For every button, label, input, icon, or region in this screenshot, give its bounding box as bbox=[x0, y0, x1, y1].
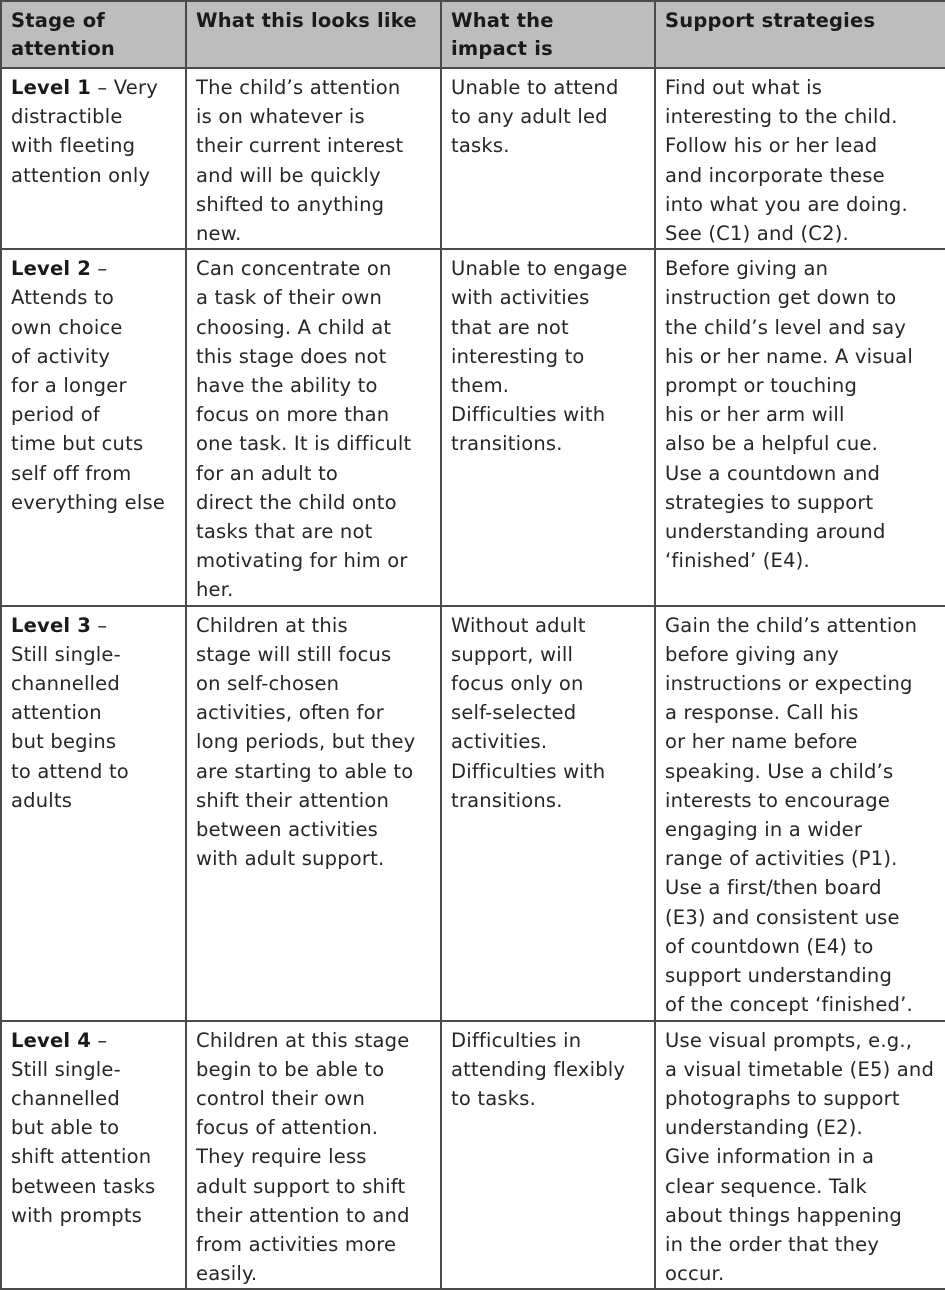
text-line: They require less bbox=[196, 1145, 367, 1169]
level-label: Level 3 bbox=[11, 613, 92, 637]
text-line: Without adult bbox=[451, 613, 586, 637]
text-line: Children at this bbox=[196, 613, 348, 637]
stage-desc-start: – Very bbox=[91, 76, 158, 99]
text-line: understanding around bbox=[665, 520, 886, 544]
text-line: shift their attention bbox=[196, 788, 390, 812]
table-row-level-3 bbox=[1, 606, 945, 1021]
text-line: transitions. bbox=[451, 432, 563, 456]
text-line: Unable to engage bbox=[451, 257, 628, 281]
text-line: engaging in a wider bbox=[665, 818, 863, 842]
text-line: instruction get down to bbox=[665, 286, 897, 310]
stage-desc-line: attention bbox=[11, 701, 102, 725]
cell-looks-like bbox=[186, 1021, 441, 1290]
text-line: a response. Call his bbox=[665, 701, 859, 725]
stage-desc-start: – bbox=[91, 1028, 108, 1052]
stage-desc-line: with fleeting bbox=[11, 134, 136, 158]
text-line: direct the child onto bbox=[196, 490, 397, 514]
text-line: Use a countdown and bbox=[665, 461, 881, 485]
text-line: Difficulties in bbox=[451, 1028, 582, 1052]
text-line: to any adult led bbox=[451, 105, 608, 129]
cell-stage bbox=[1, 606, 186, 1021]
text-line: stage will still focus bbox=[196, 642, 392, 666]
text-line: in the order that they bbox=[665, 1232, 880, 1256]
text-line: long periods, but they bbox=[196, 730, 416, 754]
text-line: that are not bbox=[451, 315, 569, 339]
cell-impact bbox=[441, 68, 655, 249]
stage-desc-line: of activity bbox=[11, 344, 111, 368]
stage-desc-start: – bbox=[91, 613, 108, 637]
text-line: Difficulties with bbox=[451, 403, 606, 427]
text-line: Before giving an bbox=[665, 257, 829, 281]
text-line: shifted to anything bbox=[196, 192, 385, 216]
text-line: What the bbox=[451, 9, 554, 32]
text-line: with adult support. bbox=[196, 847, 385, 871]
text-line: his or her arm will bbox=[665, 403, 845, 427]
table-row-level-1 bbox=[1, 68, 945, 249]
cell-impact bbox=[441, 1021, 655, 1290]
cell-impact bbox=[441, 606, 655, 1021]
cell-strategies bbox=[655, 606, 945, 1021]
text-line: or her name before bbox=[665, 730, 858, 754]
stage-first-line bbox=[11, 254, 179, 283]
table-row-level-2 bbox=[1, 249, 945, 605]
text-line: occur. bbox=[665, 1262, 725, 1286]
stage-desc-line: between tasks bbox=[11, 1174, 156, 1198]
text-line: into what you are doing. bbox=[665, 192, 908, 216]
text-line: tasks. bbox=[451, 134, 510, 158]
cell-looks-like bbox=[186, 68, 441, 249]
stage-desc-line: channelled bbox=[11, 672, 120, 696]
text-line: the child’s level and say bbox=[665, 315, 907, 339]
text-line: tasks that are not bbox=[196, 520, 373, 544]
text-line: (E3) and consistent use bbox=[665, 905, 900, 929]
text-line: of the concept ‘finished’. bbox=[665, 993, 913, 1017]
text-line: their current interest bbox=[196, 134, 404, 158]
text-line: on self-chosen bbox=[196, 672, 340, 696]
text-line: Can concentrate on bbox=[196, 257, 392, 281]
stage-desc-start: – bbox=[91, 257, 108, 281]
text-line: The child’s attention bbox=[196, 76, 401, 99]
text-line: easily. bbox=[196, 1262, 258, 1286]
header-what-the-impact-is bbox=[441, 1, 655, 68]
stage-first-line bbox=[11, 1026, 179, 1055]
text-line: activities, often for bbox=[196, 701, 384, 725]
stage-desc-line: period of bbox=[11, 403, 100, 427]
text-line: a task of their own bbox=[196, 286, 383, 310]
stage-desc-line: but begins bbox=[11, 730, 117, 754]
text-line: new. bbox=[196, 222, 242, 246]
text-line: choosing. A child at bbox=[196, 315, 392, 339]
text-line: their attention to and bbox=[196, 1203, 410, 1227]
stage-desc-line: time but cuts bbox=[11, 432, 144, 456]
text-line: to tasks. bbox=[451, 1086, 536, 1110]
text-line: impact is bbox=[451, 37, 553, 60]
text-line: his or her name. A visual bbox=[665, 344, 913, 368]
text-line: are starting to able to bbox=[196, 759, 414, 783]
text-line: before giving any bbox=[665, 642, 839, 666]
text-line: strategies to support bbox=[665, 490, 874, 514]
text-line: interests to encourage bbox=[665, 788, 891, 812]
text-line: interesting to the child. bbox=[665, 105, 898, 129]
text-line: also be a helpful cue. bbox=[665, 432, 879, 456]
text-line: Stage of bbox=[11, 9, 105, 32]
text-line: a visual timetable (E5) and bbox=[665, 1057, 935, 1081]
stage-desc-line: but able to bbox=[11, 1116, 120, 1140]
text-line: Follow his or her lead bbox=[665, 134, 878, 158]
header-what-this-looks-like bbox=[186, 1, 441, 68]
table-row-level-4 bbox=[1, 1021, 945, 1290]
text-line: self-selected bbox=[451, 701, 577, 725]
text-line: her. bbox=[196, 578, 234, 602]
text-line: Find out what is bbox=[665, 76, 823, 99]
text-line: one task. It is difficult bbox=[196, 432, 412, 456]
text-line: support, will bbox=[451, 642, 574, 666]
stage-first-line bbox=[11, 611, 179, 640]
text-line: from activities more bbox=[196, 1232, 397, 1256]
text-line: ‘finished’ (E4). bbox=[665, 549, 810, 573]
text-line: Use a first/then board bbox=[665, 876, 882, 900]
stage-desc-line: distractible bbox=[11, 105, 123, 129]
stage-desc-line: to attend to bbox=[11, 759, 129, 783]
table-header-row bbox=[1, 1, 945, 68]
text-line: range of activities (P1). bbox=[665, 847, 898, 871]
stage-desc-line: with prompts bbox=[11, 1203, 143, 1227]
text-line: and will be quickly bbox=[196, 163, 381, 187]
text-line: Give information in a bbox=[665, 1145, 875, 1169]
cell-stage bbox=[1, 249, 186, 605]
cell-impact bbox=[441, 249, 655, 605]
cell-strategies bbox=[655, 1021, 945, 1290]
text-line: understanding (E2). bbox=[665, 1116, 863, 1140]
level-label: Level 4 bbox=[11, 1028, 92, 1052]
text-line: focus of attention. bbox=[196, 1116, 379, 1140]
stage-desc-line: adults bbox=[11, 788, 73, 812]
text-line: begin to be able to bbox=[196, 1057, 385, 1081]
text-line: instructions or expecting bbox=[665, 672, 913, 696]
text-line: clear sequence. Talk bbox=[665, 1174, 868, 1198]
text-line: adult support to shift bbox=[196, 1174, 406, 1198]
header-stage-of-attention bbox=[1, 1, 186, 68]
level-label: Level 1 bbox=[11, 76, 92, 99]
text-line: attention bbox=[11, 37, 115, 60]
text-line: Support strategies bbox=[665, 9, 876, 32]
stage-desc-line: Still single- bbox=[11, 642, 121, 666]
stage-desc-line: for a longer bbox=[11, 374, 127, 398]
text-line: with activities bbox=[451, 286, 590, 310]
text-line: attending flexibly bbox=[451, 1057, 626, 1081]
cell-strategies bbox=[655, 68, 945, 249]
text-line: focus on more than bbox=[196, 403, 390, 427]
stage-desc-line: channelled bbox=[11, 1086, 120, 1110]
text-line: control their own bbox=[196, 1086, 366, 1110]
level-label: Level 2 bbox=[11, 257, 92, 281]
header-support-strategies bbox=[655, 1, 945, 68]
cell-looks-like bbox=[186, 606, 441, 1021]
text-line: about things happening bbox=[665, 1203, 902, 1227]
text-line: Unable to attend bbox=[451, 76, 619, 99]
text-line: Difficulties with bbox=[451, 759, 606, 783]
text-line: speaking. Use a child’s bbox=[665, 759, 894, 783]
text-line: of countdown (E4) to bbox=[665, 934, 874, 958]
cell-strategies bbox=[655, 249, 945, 605]
text-line: is on whatever is bbox=[196, 105, 365, 129]
text-line: have the ability to bbox=[196, 374, 378, 398]
stage-desc-line: attention only bbox=[11, 163, 151, 187]
text-line: See (C1) and (C2). bbox=[665, 222, 849, 246]
text-line: focus only on bbox=[451, 672, 584, 696]
stage-desc-line: Attends to bbox=[11, 286, 114, 310]
stage-first-line bbox=[11, 73, 179, 102]
text-line: interesting to bbox=[451, 344, 585, 368]
text-line: transitions. bbox=[451, 788, 563, 812]
text-line: photographs to support bbox=[665, 1086, 900, 1110]
text-line: them. bbox=[451, 374, 510, 398]
text-line: Children at this stage bbox=[196, 1028, 410, 1052]
text-line: and incorporate these bbox=[665, 163, 885, 187]
stage-desc-line: shift attention bbox=[11, 1145, 152, 1169]
stage-desc-line: own choice bbox=[11, 315, 123, 339]
text-line: this stage does not bbox=[196, 344, 387, 368]
cell-stage bbox=[1, 68, 186, 249]
text-line: activities. bbox=[451, 730, 548, 754]
stage-desc-line: Still single- bbox=[11, 1057, 121, 1081]
stage-desc-line: everything else bbox=[11, 490, 166, 514]
text-line: support understanding bbox=[665, 964, 893, 988]
text-line: Use visual prompts, e.g., bbox=[665, 1028, 913, 1052]
cell-looks-like bbox=[186, 249, 441, 605]
text-line: between activities bbox=[196, 818, 379, 842]
stage-desc-line: self off from bbox=[11, 461, 132, 485]
text-line: prompt or touching bbox=[665, 374, 858, 398]
text-line: What this looks like bbox=[196, 9, 417, 32]
text-line: Gain the child’s attention bbox=[665, 613, 918, 637]
text-line: for an adult to bbox=[196, 461, 339, 485]
cell-stage bbox=[1, 1021, 186, 1290]
text-line: motivating for him or bbox=[196, 549, 408, 573]
